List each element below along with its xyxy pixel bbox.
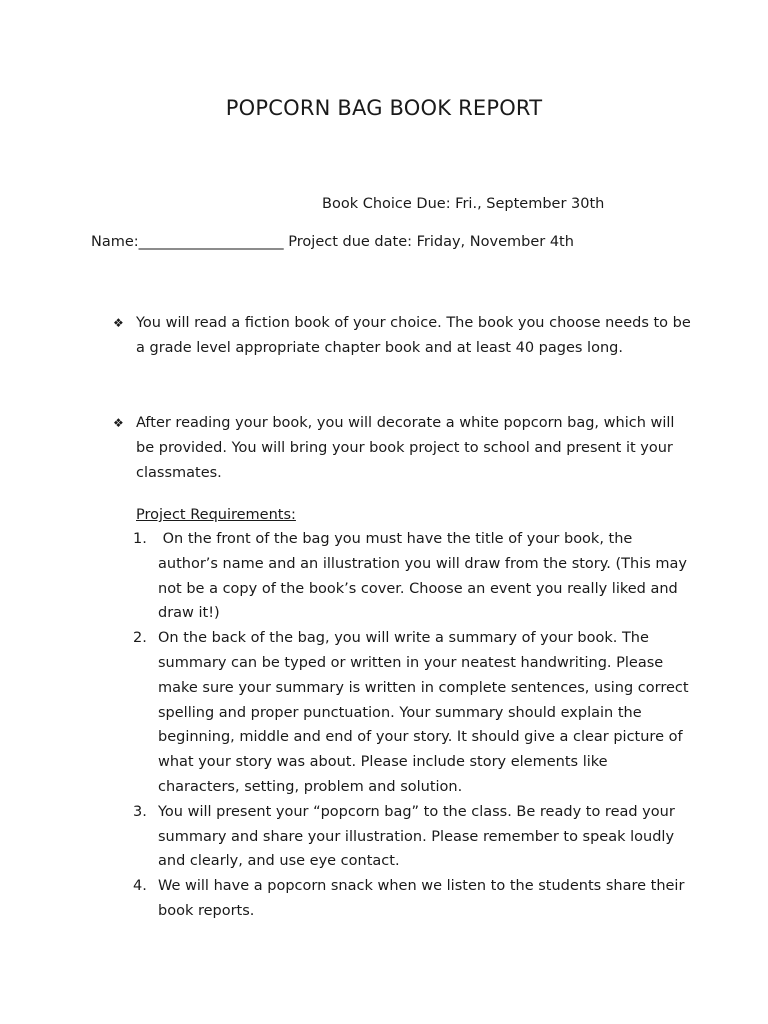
book-choice-due: Book Choice Due: Fri., September 30th: [322, 196, 605, 212]
bullet-text: After reading your book, you will decorate a white popcorn bag, which will be provided. You will bring your book project to school and present it your classmates.: [136, 415, 675, 481]
page-title: POPCORN BAG BOOK REPORT: [225, 96, 543, 120]
list-number: 3.: [133, 803, 147, 820]
bullet-text: You will read a fiction book of your choice. The book you choose needs to be a grade level appropriate chapter book and at least 40 pages long.: [136, 315, 691, 356]
list-item-text: On the front of the bag you must have the title of your book, the author’s name and an illustration you will draw from the story. (This may not be a copy of the book’s cover. Choose an event you really liked and draw it!): [158, 531, 692, 622]
project-due-date: Project due date: Friday, November 4th: [288, 234, 574, 250]
list-item: [133, 527, 693, 626]
list-item-text: We will have a popcorn snack when we listen to the students share their book reports.: [158, 878, 685, 919]
list-item-text: On the back of the bag, you will write a summary of your book. The summary can be typed or written in your neatest handwriting. Please make sure your summary is written in complete sentences, using correct spelling and proper punctuation. Your summary should explain the beginning, middle and end of your story. It should give a clear picture of what your story was about. Please include story elements like characters, setting, problem and solution.: [158, 630, 689, 795]
diamond-bullet-icon: ❖: [113, 416, 124, 430]
requirements-heading: Project Requirements:: [136, 507, 296, 523]
list-item: [133, 800, 693, 874]
list-number: 1.: [133, 531, 147, 547]
list-number: 2.: [133, 630, 147, 647]
bullet-item: [113, 311, 693, 361]
name-and-due-row: [91, 234, 574, 250]
diamond-bullet-icon: ❖: [113, 316, 124, 330]
list-number: 4.: [133, 878, 147, 895]
name-blank-label: Name:____________________: [91, 234, 284, 250]
list-item: [133, 874, 693, 924]
bullet-item: [113, 411, 693, 486]
requirements-list: [133, 527, 693, 924]
list-item: [133, 626, 693, 800]
list-item-text: You will present your “popcorn bag” to the class. Be ready to read your summary and share your illustration. Please remember to speak loudly and clearly, and use eye contact.: [158, 803, 675, 870]
